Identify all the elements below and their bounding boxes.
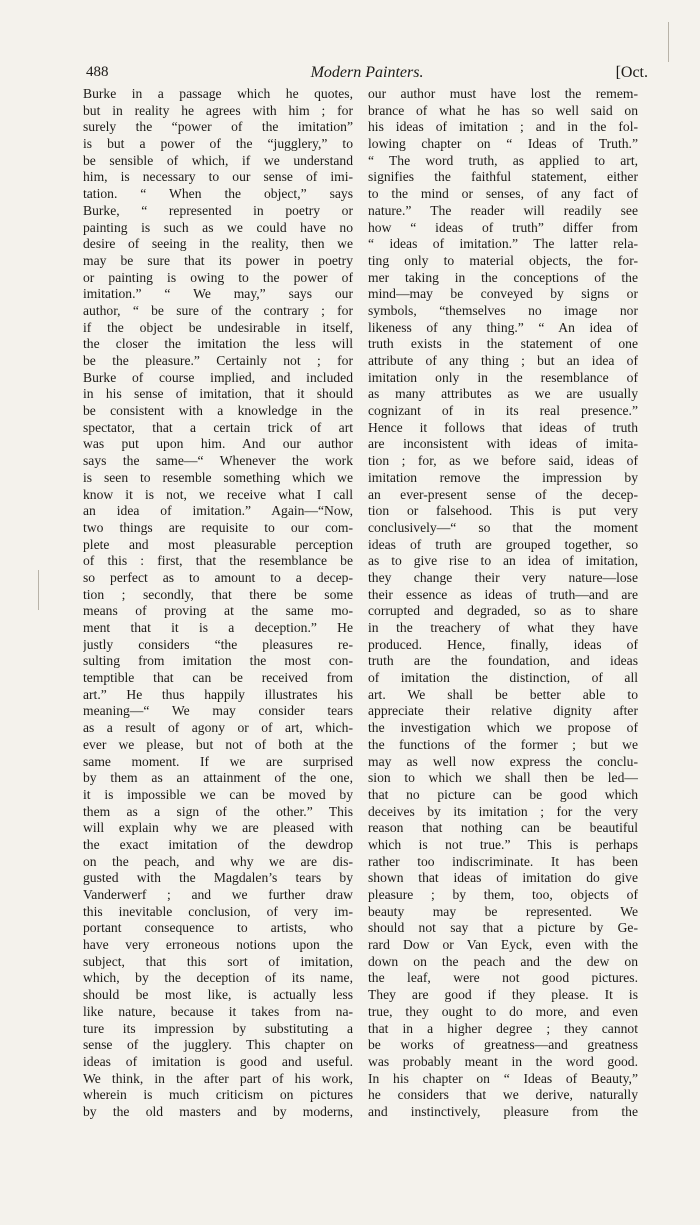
text-line: temptible that can be received from (83, 670, 353, 686)
text-line: symbols, “themselves no image nor (368, 302, 638, 318)
text-line: same moment. If we are surprised (83, 753, 353, 769)
page-header (86, 64, 648, 86)
text-line: truth are the foundation, and ideas (368, 653, 638, 669)
text-line: but in reality he agrees with him ; for (83, 102, 353, 118)
text-line: the exact imitation of the dewdrop (83, 836, 353, 852)
text-line: deceives by its imitation ; for the very (368, 803, 638, 819)
text-line: lowing chapter on “ Ideas of Truth.” (368, 136, 638, 152)
text-line: rather too indiscriminate. It has been (368, 853, 638, 869)
text-line: have very erroneous notions upon the (83, 937, 353, 953)
text-line: of this : first, that the resemblance be (83, 553, 353, 569)
text-line: signifies the faithful statement, either (368, 169, 638, 185)
text-line: says the same—“ Whenever the work (83, 453, 353, 469)
text-line: or painting is owing to the power of (83, 269, 353, 285)
text-line: ideas of truth are grouped together, so (368, 536, 638, 552)
text-line: them as a sign of the other.” This (83, 803, 353, 819)
text-line: if the object be undesirable in itself, (83, 319, 353, 335)
text-line: appreciate their relative dignity after (368, 703, 638, 719)
text-line: by the old masters and by moderns, (83, 1103, 353, 1119)
text-line: like nature, because it takes from na- (83, 1003, 353, 1019)
text-line: We think, in the after part of his work, (83, 1070, 353, 1086)
text-line: subject, that this sort of imitation, (83, 953, 353, 969)
text-line: truth exists in the statement of one (368, 336, 638, 352)
text-line: and instinctively, pleasure from the (368, 1103, 638, 1119)
text-line: which is not true.” This is perhaps (368, 836, 638, 852)
text-line: They are good if they please. It is (368, 987, 638, 1003)
text-line: plete and most pleasurable perception (83, 536, 353, 552)
text-line: art.” He thus happily illustrates his (83, 686, 353, 702)
text-line: may as well now express the conclu- (368, 753, 638, 769)
text-line: may be sure that its power in poetry (83, 252, 353, 268)
text-line: down on the peach and the dew on (368, 953, 638, 969)
text-line: how “ ideas of truth” differ from (368, 219, 638, 235)
text-line: be consistent with a knowledge in the (83, 403, 353, 419)
text-line: author, “ be sure of the contrary ; for (83, 302, 353, 318)
text-line: painting is such as we could have no (83, 219, 353, 235)
text-line: attribute of any thing ; but an idea of (368, 353, 638, 368)
text-line: spectator, that a certain trick of art (83, 419, 353, 435)
text-line: justly considers “the pleasures re- (83, 636, 353, 652)
text-line: nature.” The reader will readily see (368, 202, 638, 218)
text-line: tion ; for, as we before said, ideas of (368, 453, 638, 469)
text-line: “ The word truth, as applied to art, (368, 152, 638, 168)
text-line: is seen to resemble something which we (83, 469, 353, 485)
text-line: will explain why we are pleased with (83, 820, 353, 836)
text-line: his ideas of imitation ; and in the fol- (368, 119, 638, 135)
text-line: be sensible of which, if we understand (83, 152, 353, 168)
text-line: tation. “ When the object,” says (83, 186, 353, 202)
text-line: their essence as ideas of truth—and are (368, 586, 638, 602)
text-line: brance of what he has so well said on (368, 102, 638, 118)
text-line: him, is necessary to our sense of imi- (83, 169, 353, 185)
text-line: ideas of imitation is good and useful. (83, 1053, 353, 1069)
text-line: desire of seeing in the reality, then we (83, 236, 353, 252)
text-line: shown that ideas of imitation do give (368, 870, 638, 886)
text-line: pleasure ; by them, too, objects of (368, 887, 638, 902)
text-line: tion ; secondly, that there be some (83, 586, 353, 602)
text-line: the functions of the former ; but we (368, 736, 638, 752)
text-line: in the treachery of what they have (368, 620, 638, 635)
text-line: should be most like, is actually less (83, 987, 353, 1003)
text-line: Hence it follows that ideas of truth (368, 419, 638, 435)
text-line: sense of the jugglery. This chapter on (83, 1037, 353, 1053)
text-line: was probably meant in the word good. (368, 1053, 638, 1069)
text-line: imitation remove the impression by (368, 469, 638, 485)
text-line: Burke of course implied, and included (83, 369, 353, 385)
text-line: Burke, “ represented in poetry or (83, 202, 353, 218)
text-line: that no picture can be good which (368, 786, 638, 802)
left-column (83, 86, 353, 1121)
text-line: to the mind or senses, of any fact of (368, 186, 638, 202)
text-line: portant consequence to artists, who (83, 920, 353, 936)
text-line: surely the “power of the imitation” (83, 119, 353, 135)
text-line: are inconsistent with ideas of imita- (368, 436, 638, 452)
text-line: art. We shall be better able to (368, 686, 638, 702)
text-line: an idea of imitation.” Again—“Now, (83, 503, 353, 519)
text-line: tion or falsehood. This is put very (368, 503, 638, 519)
text-line: ture its impression by substituting a (83, 1020, 353, 1036)
text-line: meaning—“ We may consider tears (83, 703, 353, 719)
text-line: this inevitable conclusion, of very im- (83, 903, 353, 919)
text-line: by them as an attainment of the one, (83, 770, 353, 786)
text-line: the closer the imitation the less will (83, 336, 353, 352)
text-line: cognizant of in its real presence.” (368, 403, 638, 419)
text-line: that in a higher degree ; they cannot (368, 1020, 638, 1036)
text-line: ment that it is a deception.” He (83, 620, 353, 635)
text-line: Vanderwerf ; and we further draw (83, 887, 353, 902)
text-line: Burke in a passage which he quotes, (83, 86, 353, 101)
binding-mark-left (38, 570, 39, 610)
text-line: wherein is much criticism on pictures (83, 1087, 353, 1103)
text-line: as many attributes as we are usually (368, 386, 638, 402)
text-line: as a result of agony or of art, which- (83, 720, 353, 736)
text-line: imitation.” “ We may,” says our (83, 286, 353, 302)
text-line: sion to which we shall then be led— (368, 770, 638, 786)
text-line: the investigation which we propose of (368, 720, 638, 736)
text-line: he considers that we derive, naturally (368, 1087, 638, 1103)
running-title: Modern Painters. (310, 64, 424, 81)
text-line: likeness of any thing.” “ An idea of (368, 319, 638, 335)
text-line: in his sense of imitation, that it should (83, 386, 353, 402)
right-column (368, 86, 638, 1121)
text-line: ting only to material objects, the for- (368, 252, 638, 268)
text-line: mind—may be conveyed by signs or (368, 286, 638, 302)
text-line: be the pleasure.” Certainly not ; for (83, 353, 353, 368)
text-line: sulting from imitation the most con- (83, 653, 353, 669)
text-line: conclusively—“ so that the moment (368, 519, 638, 535)
text-line: true, they ought to do more, and even (368, 1003, 638, 1019)
text-line: which, by the deception of its name, (83, 970, 353, 986)
text-line: as to give rise to an idea of imitation, (368, 553, 638, 569)
text-line: of imitation the distinction, of all (368, 670, 638, 686)
page-number: 488 (86, 64, 109, 80)
text-line: be works of greatness—and greatness (368, 1037, 638, 1053)
text-line: ever we please, but not of both at the (83, 736, 353, 752)
text-line: it is impossible we can be moved by (83, 786, 353, 802)
text-line: so perfect as to amount to a decep- (83, 569, 353, 585)
text-line: imitation only in the resemblance of (368, 369, 638, 385)
text-line: an ever-present sense of the decep- (368, 486, 638, 502)
text-line: corrupted and degraded, so as to share (368, 603, 638, 619)
text-line: In his chapter on “ Ideas of Beauty,” (368, 1070, 638, 1086)
text-line: “ ideas of imitation.” The latter rela- (368, 236, 638, 252)
text-line: is but a power of the “jugglery,” to (83, 136, 353, 152)
text-line: means of proving at the same mo- (83, 603, 353, 619)
binding-mark-right (668, 22, 669, 62)
issue-month: [Oct. (615, 64, 648, 81)
text-line: two things are requisite to our com- (83, 519, 353, 535)
text-line: our author must have lost the remem- (368, 86, 638, 101)
text-line: beauty may be represented. We (368, 903, 638, 919)
text-line: on the peach, and why we are dis- (83, 853, 353, 869)
text-line: gusted with the Magdalen’s tears by (83, 870, 353, 886)
text-line: should not say that a picture by Ge- (368, 920, 638, 936)
text-line: the leaf, were not good pictures. (368, 970, 638, 986)
text-line: they change their very nature—lose (368, 569, 638, 585)
text-line: know it is not, we receive what I call (83, 486, 353, 502)
text-line: produced. Hence, finally, ideas of (368, 636, 638, 652)
text-line: rard Dow or Van Eyck, even with the (368, 937, 638, 953)
text-line: mer taking in the conceptions of the (368, 269, 638, 285)
text-line: was put upon him. And our author (83, 436, 353, 452)
text-line: reason that nothing can be beautiful (368, 820, 638, 836)
